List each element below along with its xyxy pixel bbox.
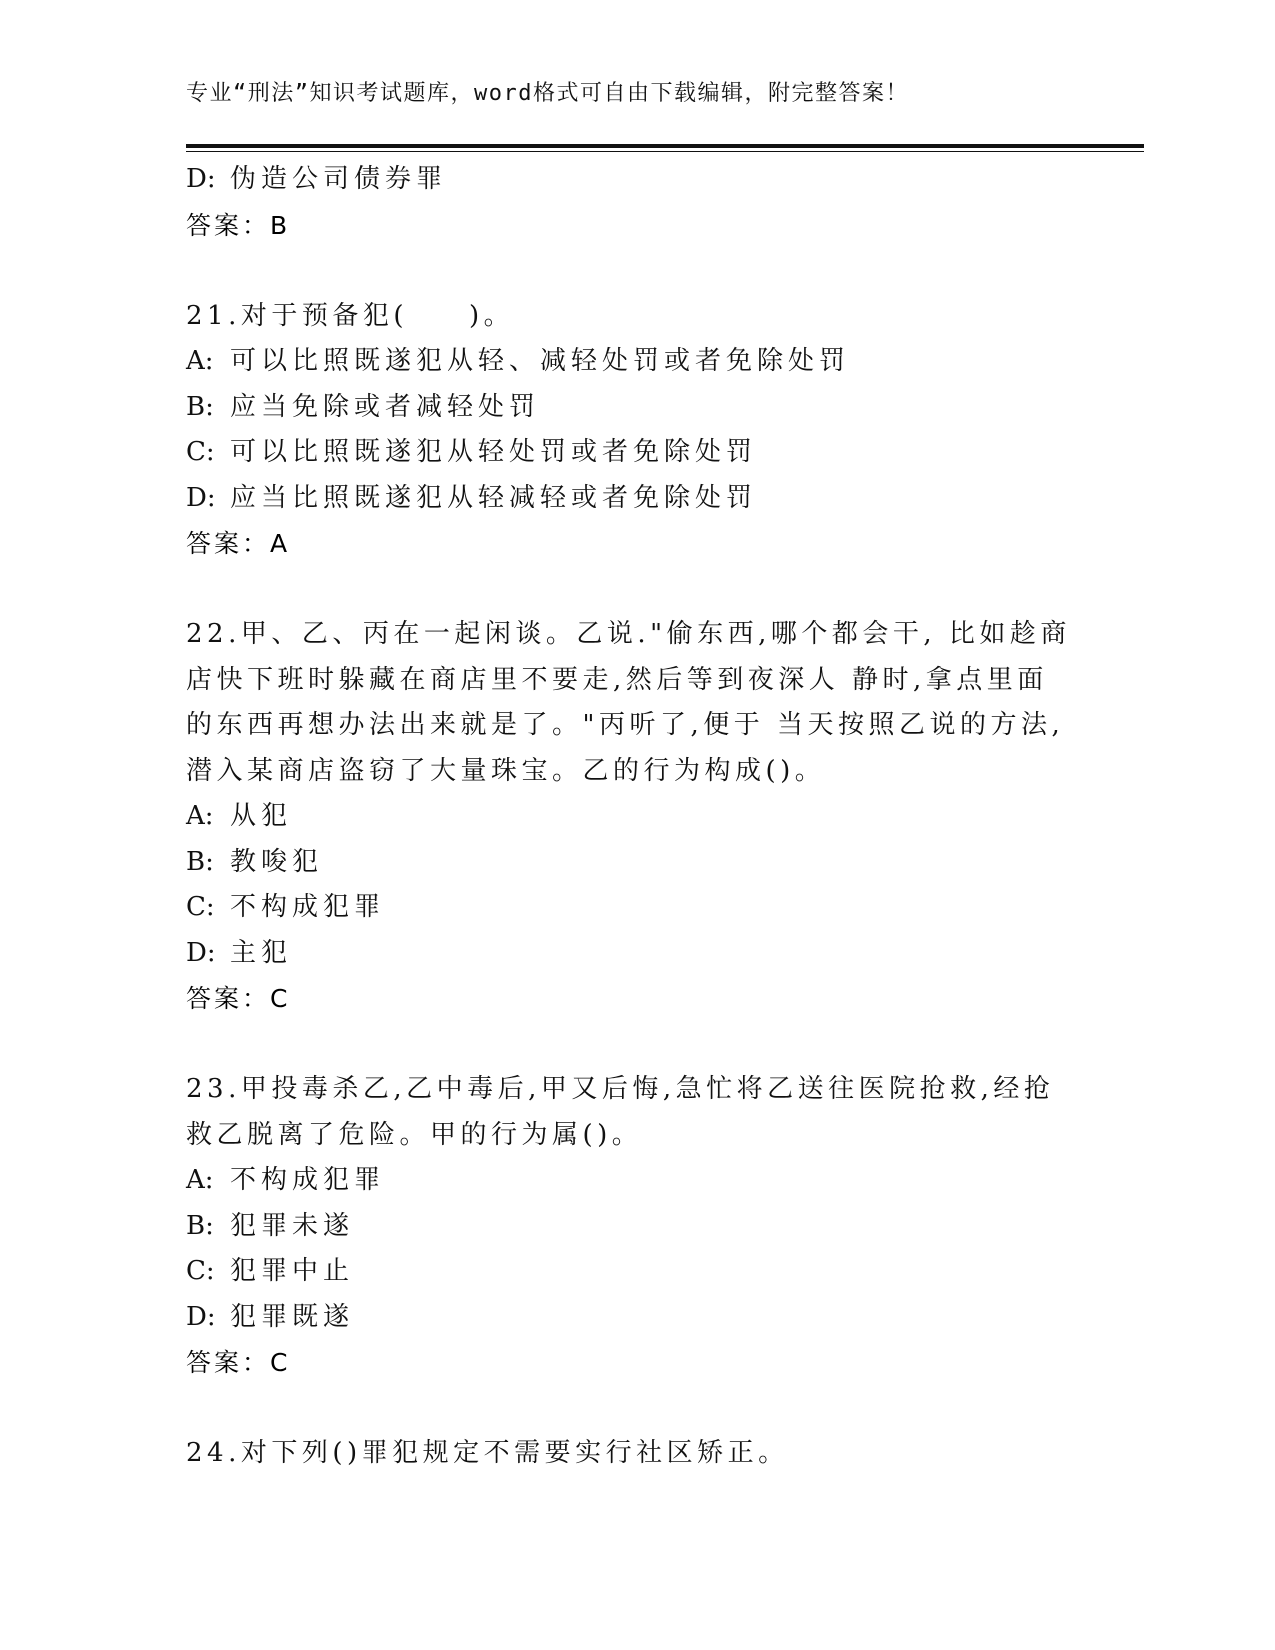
option-letter: D:	[186, 937, 216, 968]
answer-line: 答案：A	[186, 529, 291, 558]
option-text: 犯罪未遂	[230, 1210, 355, 1241]
option-text: 应当免除或者减轻处罚	[230, 391, 541, 422]
page-header: 专业“刑法”知识考试题库，word格式可自由下载编辑，附完整答案！	[186, 81, 909, 106]
option-d	[186, 931, 1086, 977]
option-text: 应当比照既遂犯从轻减轻或者免除处罚	[230, 482, 758, 513]
option-letter: A:	[186, 1165, 214, 1195]
option-c	[186, 430, 1086, 476]
option-text: 犯罪中止	[230, 1256, 355, 1286]
option-text: 不构成犯罪	[230, 1165, 386, 1195]
option-letter: C:	[186, 892, 215, 922]
option-letter: C:	[186, 437, 215, 467]
option-c	[186, 885, 1086, 931]
option-letter: B:	[186, 391, 214, 422]
option-b	[186, 1204, 1086, 1250]
answer-line: 答案：B	[186, 210, 291, 240]
option-letter: C:	[186, 1256, 215, 1286]
option-text: 犯罪既遂	[230, 1301, 355, 1332]
question-stem-22: 22.甲、乙、丙在一起闲谈。乙说."偷东西,哪个都会干, 比如趁商店快下班时躲藏在商店里不要走,然后等到夜深人 静时,拿点里面的东西再想办法出来就是了。"丙听了,便于 当天按照乙说的方法,潜入某商店盗窃了大量珠宝。乙的行为构成()。	[186, 619, 1071, 786]
option-text: 不构成犯罪	[230, 892, 386, 922]
option-b	[186, 385, 1086, 431]
question-stem-23: 23.甲投毒杀乙,乙中毒后,甲又后悔,急忙将乙送往医院抢救,经抢救乙脱离了危险。甲的行为属()。	[186, 1074, 1055, 1150]
header-rule-thick	[186, 144, 1144, 148]
option-letter: B:	[186, 1210, 214, 1241]
answer-line: 答案：C	[186, 1348, 291, 1377]
option-letter: A:	[186, 346, 214, 376]
question-stem-24: 24.对下列()罪犯规定不需要实行社区矫正。	[186, 1438, 789, 1468]
option-text: 可以比照既遂犯从轻处罚或者免除处罚	[230, 437, 758, 467]
option-d	[186, 476, 1086, 522]
option-letter: B:	[186, 846, 214, 877]
option-letter: D:	[186, 164, 216, 194]
option-a	[186, 1158, 1086, 1204]
option-letter: A:	[186, 801, 214, 831]
option-text: 可以比照既遂犯从轻、减轻处罚或者免除处罚	[230, 346, 851, 376]
answer-line: 答案：C	[186, 984, 291, 1013]
option-text: 教唆犯	[230, 846, 324, 877]
option-text: 主犯	[230, 937, 293, 968]
option-letter: D:	[186, 482, 216, 513]
option-b	[186, 840, 1086, 886]
option-d	[186, 157, 1086, 203]
header-rule-thin	[186, 151, 1144, 152]
question-content	[186, 157, 1086, 1477]
option-d	[186, 1295, 1086, 1341]
option-text: 伪造公司债券罪	[230, 164, 448, 194]
option-letter: D:	[186, 1301, 216, 1332]
option-c	[186, 1249, 1086, 1295]
option-a	[186, 339, 1086, 385]
question-stem-21: 21.对于预备犯( )。	[186, 300, 515, 331]
option-a	[186, 794, 1086, 840]
option-text: 从犯	[230, 801, 293, 831]
